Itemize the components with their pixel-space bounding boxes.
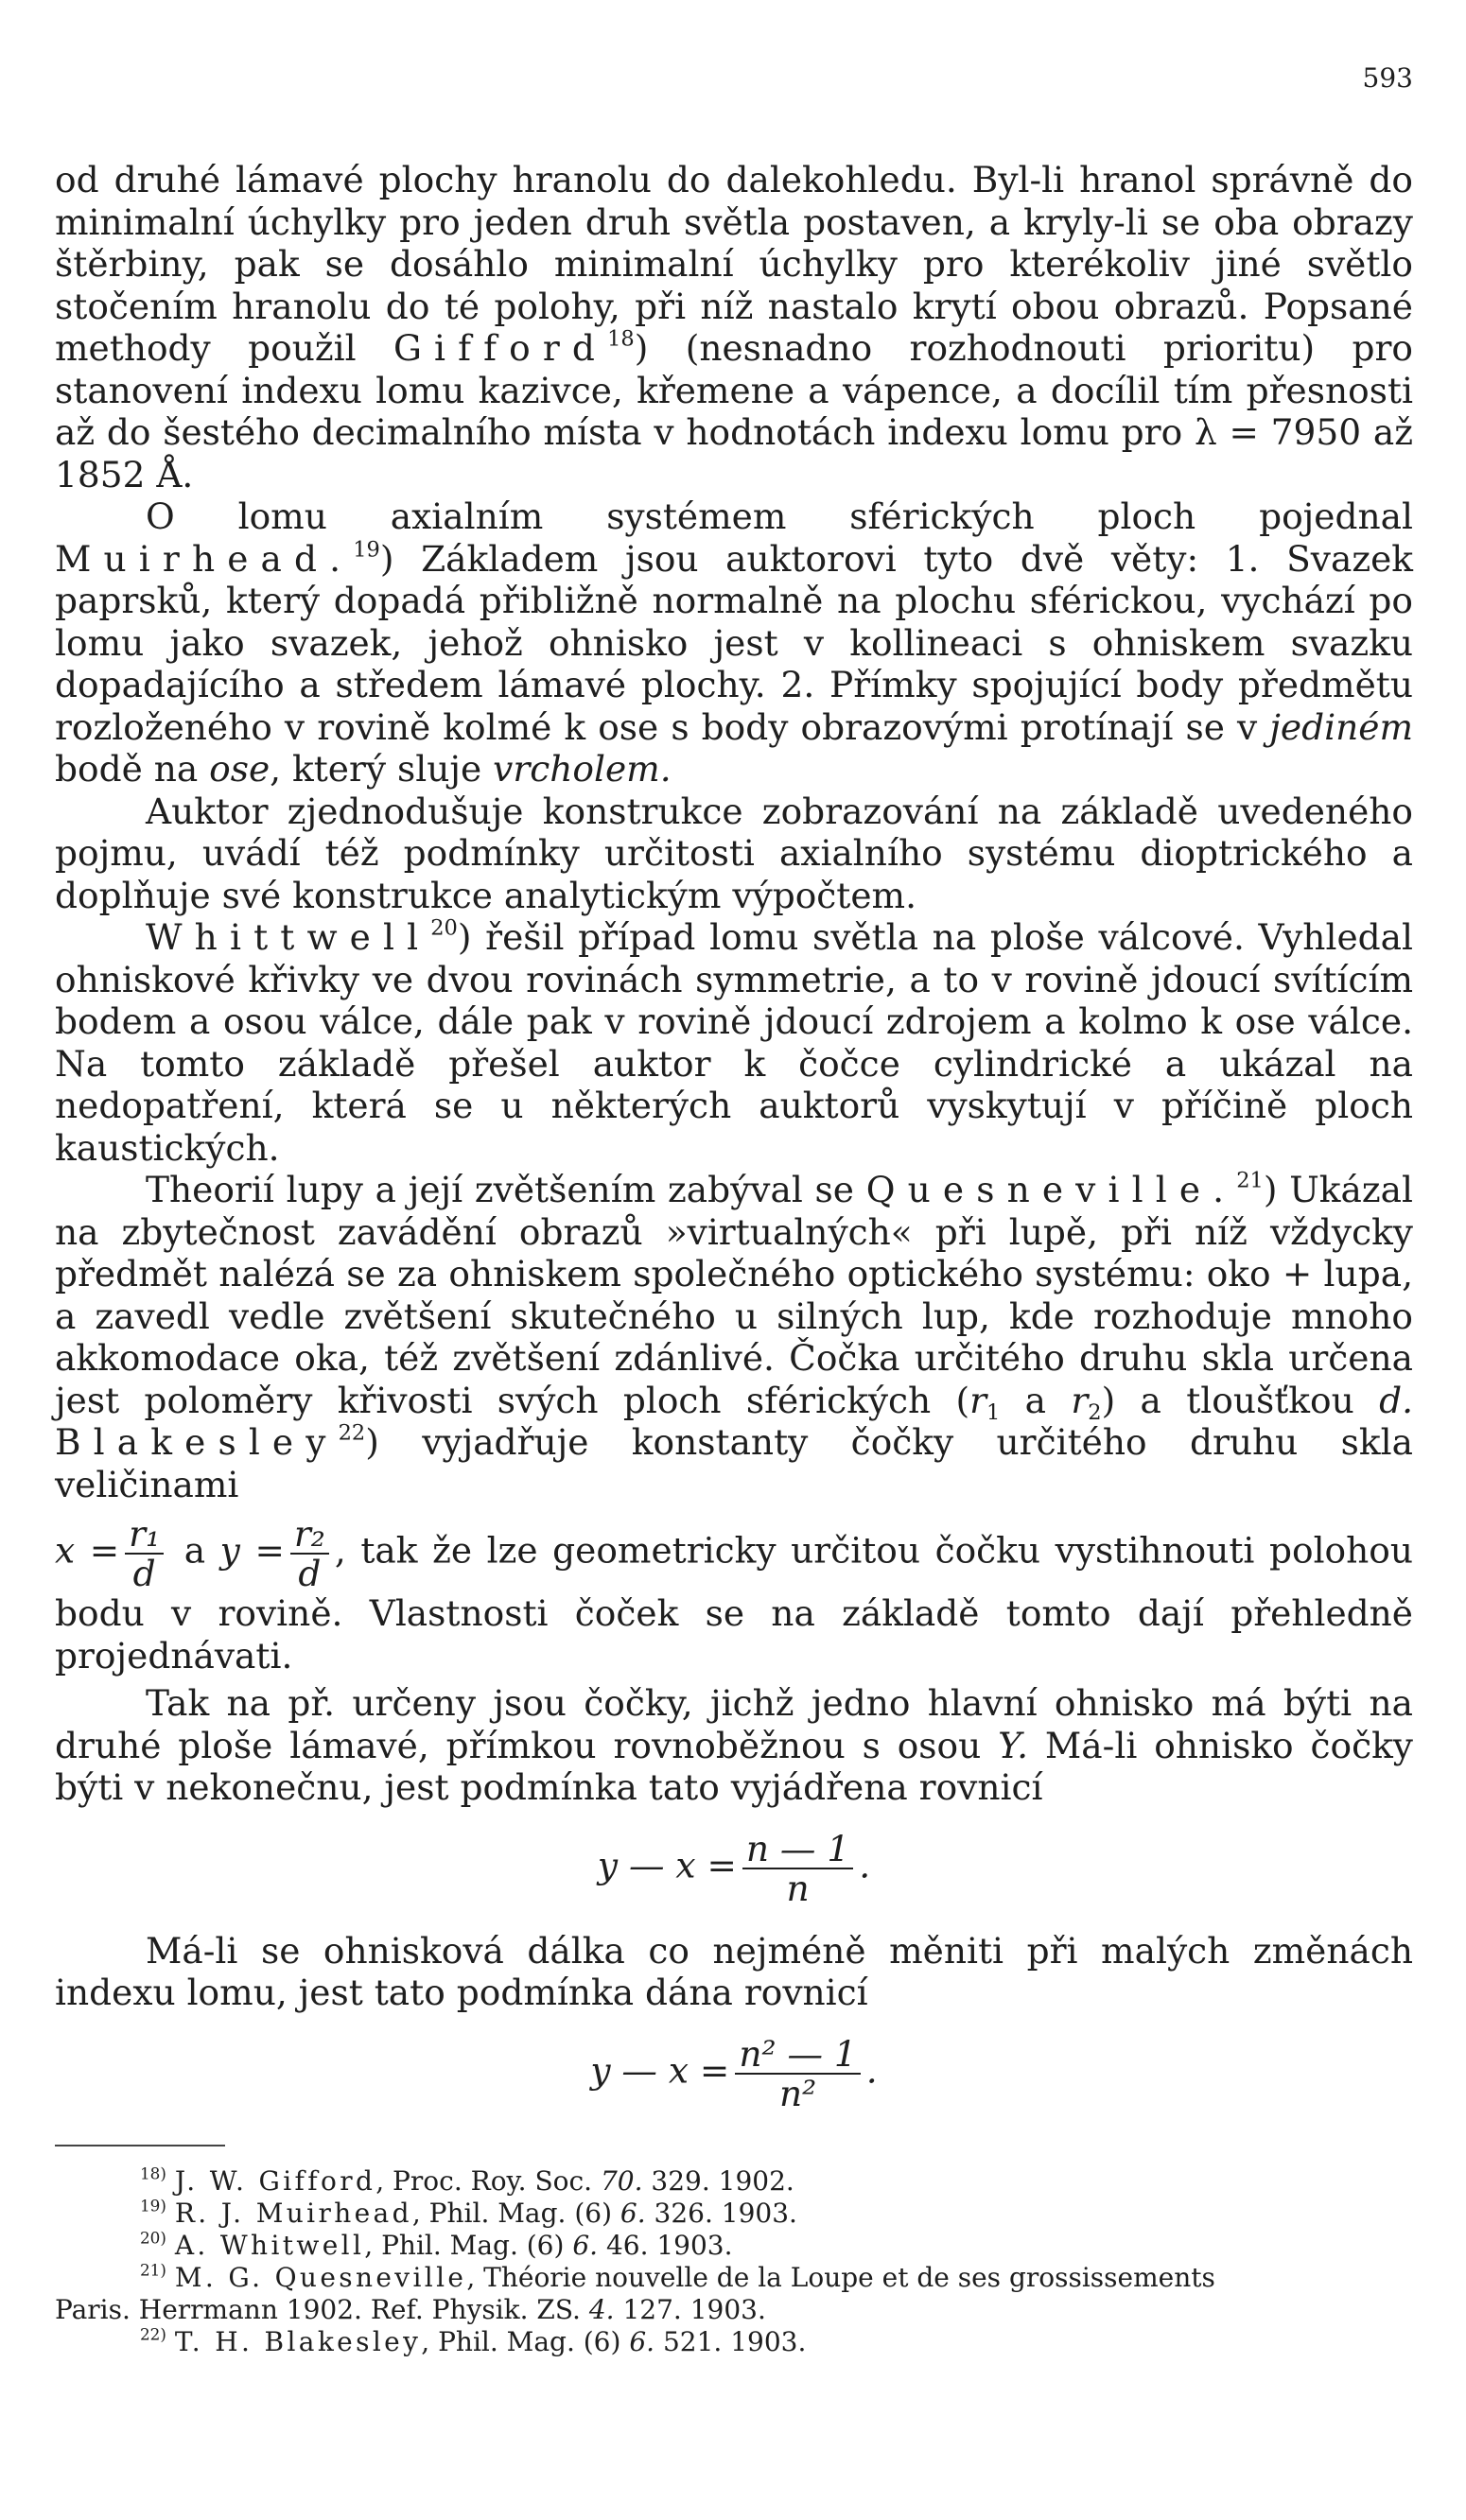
italic-term: vrcholem. xyxy=(493,748,672,790)
fraction-numerator: r₂ xyxy=(290,1515,329,1555)
fraction-denominator: d xyxy=(132,1553,156,1594)
paragraph-7: Má-li se ohnisková dálka co nejméně měniti při malých změnách indexu lomu, jest tato podmínka dána rovnicí xyxy=(55,1929,1413,2013)
footnote-18 xyxy=(55,2165,1413,2198)
paragraph-5 xyxy=(55,1169,1413,1505)
text-run: Má-li ohnisko čočky býti v nekonečnu, jest podmínka tato vyjádřena rovnicí xyxy=(55,1724,1413,1808)
text-run: ) a tloušťkou xyxy=(1101,1379,1354,1421)
footnote-volume: 6. xyxy=(629,2326,655,2357)
paragraph-1 xyxy=(55,159,1413,495)
footnote-ref: 18 xyxy=(607,326,635,352)
variable: Y. xyxy=(998,1724,1029,1766)
footnote-text: 326. 1903. xyxy=(654,2198,797,2229)
footnote-marker: 21) xyxy=(140,2260,166,2280)
fraction-numerator: n² — 1 xyxy=(735,2035,860,2075)
footnote-text: , Phil. Mag. (6) xyxy=(421,2326,621,2357)
footnote-ref: 22 xyxy=(338,1420,366,1446)
equation-end: . xyxy=(859,1844,871,1886)
equation-end: . xyxy=(865,2049,878,2091)
equation-2 xyxy=(55,2032,1413,2114)
text-run: , tak že lze geometricky určitou čočku vystihnouti polohou bodu v rovině. Vlastnosti čoček se na základě tomto dají přehledně projednávati. xyxy=(55,1529,1414,1677)
footnote-volume: 6. xyxy=(572,2230,599,2261)
text-run: ) Ukázal na zbytečnost zavádění obrazů »virtualných« při lupě, při níž vždycky předmět nalézá se za ohniskem společného optického systému: oko + lupa, a zavedl vedle zvětšení skutečného u silných lup, kde rozhoduje mnoho akkomodace oka, též zvětšení zdánlivé. Čočka určitého druhu skla určena jest poloměry křivosti svých ploch sférických ( xyxy=(55,1169,1413,1421)
footnote-author: J. W. Gifford xyxy=(174,2165,376,2197)
paragraph-5-formula-line xyxy=(55,1515,1413,1677)
text-run: ) Základem jsou auktorovi tyto dvě věty: 1. Svazek paprsků, který dopadá přibližně normalně na plochu sférickou, vychází po lomu jako svazek, jehož ohnisko jest v kollineaci s ohniskem svazku dopadajícího a středem lámavé plochy. 2. Přímky spojující body předmětu rozloženého v rovině kolmé k ose s body obrazovými protínají se v xyxy=(55,537,1413,748)
footnote-author: T. H. Blakesley xyxy=(174,2326,422,2357)
text-run: ) vyjadřuje konstanty čočky určitého druhu skla veličinami xyxy=(55,1421,1413,1505)
footnote-text: 127. 1903. xyxy=(622,2294,766,2325)
footnote-text: , Proc. Roy. Soc. xyxy=(375,2165,593,2197)
paragraph-4 xyxy=(55,916,1413,1169)
footnote-marker: 22) xyxy=(140,2324,166,2344)
author-name: Gifford xyxy=(393,327,608,369)
fraction-denominator: n xyxy=(786,1867,810,1909)
fraction-y xyxy=(290,1515,329,1592)
text-run: Theorií lupy a její zvětšením zabýval se xyxy=(146,1169,854,1210)
footnote-text: Paris. Herrmann 1902. Ref. Physik. ZS. xyxy=(55,2294,581,2325)
equation-lhs: y — x = xyxy=(597,1844,737,1886)
footnote-text: 521. 1903. xyxy=(662,2326,807,2357)
footnote-text: , Phil. Mag. (6) xyxy=(411,2198,612,2229)
fraction-numerator: n — 1 xyxy=(742,1830,853,1869)
footnote-rule xyxy=(55,2145,225,2146)
footnote-marker: 19) xyxy=(140,2196,166,2216)
paragraph-2 xyxy=(55,495,1413,791)
subscript: 1 xyxy=(986,1399,1001,1425)
footnote-22 xyxy=(55,2326,1413,2358)
footnote-author: R. J. Muirhead xyxy=(174,2198,412,2229)
page-number: 593 xyxy=(1362,62,1413,94)
body-text xyxy=(55,159,1413,2135)
text-run: od druhé lámavé plochy hranolu do dalekohledu. Byl-li hranol správně do minimalní úchylky pro jeden druh světla postaven, a kryly-li se oba obrazy štěrbiny, pak se dosáhlo minimalní úchylky pro kterékoliv jiné světlo stočením hranolu do té polohy, při níž nastalo krytí obou obrazů. Popsané methody použil xyxy=(55,159,1413,369)
footnote-volume: 6. xyxy=(620,2198,646,2229)
variable: d. xyxy=(1379,1379,1414,1421)
footnote-ref: 20 xyxy=(430,915,458,941)
footnotes xyxy=(55,2165,1413,2358)
author-name: Whittwell xyxy=(146,916,431,958)
footnote-ref: 19 xyxy=(353,536,380,562)
footnote-author: M. G. Quesneville xyxy=(174,2262,467,2293)
author-name: Blakesley xyxy=(55,1421,339,1463)
italic-term: ose xyxy=(209,748,271,790)
footnote-volume: 70. xyxy=(600,2165,643,2197)
paragraph-3: Auktor zjednodušuje konstrukce zobrazování na základě uvedeného pojmu, uvádí též podmínky určitosti axialního systému dioptrického a doplňuje své konstrukce analytickým výpočtem. xyxy=(55,790,1413,916)
variable: r xyxy=(1071,1379,1089,1421)
footnote-volume: 4. xyxy=(588,2294,615,2325)
fraction-denominator: n² xyxy=(778,2072,817,2114)
text-run: bodě na xyxy=(55,748,199,790)
fraction-x xyxy=(125,1515,164,1592)
footnote-21 xyxy=(55,2262,1413,2294)
subscript: 2 xyxy=(1088,1399,1102,1425)
footnote-20 xyxy=(55,2230,1413,2262)
variable: y = xyxy=(219,1529,285,1572)
text-run: a xyxy=(1000,1379,1072,1421)
footnote-ref: 21 xyxy=(1236,1168,1264,1193)
footnote-text: , Phil. Mag. (6) xyxy=(364,2230,565,2261)
text-run: , který sluje xyxy=(270,748,482,790)
footnote-19 xyxy=(55,2198,1413,2230)
italic-term: jediném xyxy=(1269,705,1414,748)
author-name: Quesneville. xyxy=(865,1169,1237,1210)
equation-fraction xyxy=(735,2032,860,2114)
text-run: ) řešil případ lomu světla na ploše válcové. Vyhledal ohniskové křivky ve dvou rovinách symmetrie, a to v rovině jdoucí svítícím bodem a osou válce, dále pak v rovině jdoucí zdrojem a kolmo k ose válce. Na tomto základě přešel auktor k čočce cylindrické a ukázal na nedopatření, která se u některých auktorů vyskytují v příčině ploch kaustických. xyxy=(55,916,1413,1169)
footnote-author: A. Whitwell xyxy=(174,2230,365,2261)
equation-lhs: y — x = xyxy=(590,2049,730,2091)
footnote-text: , Théorie nouvelle de la Loupe et de ses grossissements xyxy=(466,2262,1215,2293)
footnote-marker: 18) xyxy=(140,2164,166,2183)
variable: r xyxy=(969,1379,987,1421)
equation-1 xyxy=(55,1827,1413,1909)
text-run: a xyxy=(183,1529,206,1572)
footnote-text: 46. 1903. xyxy=(605,2230,733,2261)
text-run: O lomu axialním systémem sférických ploch pojednal xyxy=(146,495,1413,537)
fraction-numerator: r₁ xyxy=(125,1515,164,1555)
fraction-denominator: d xyxy=(298,1553,322,1594)
footnote-text: 329. 1902. xyxy=(651,2165,794,2197)
equation-fraction xyxy=(742,1827,853,1909)
author-name: Muirhead. xyxy=(55,537,354,580)
footnote-marker: 20) xyxy=(140,2228,166,2248)
variable: x = xyxy=(55,1529,120,1572)
text-run: ) (nesnadno rozhodnouti prioritu) pro stanovení indexu lomu kazivce, křemene a vápence, a docílil tím přesnosti až do šestého decimalního místa v hodnotách indexu lomu pro λ = 7950 až 1852 Å. xyxy=(55,327,1413,495)
paragraph-6 xyxy=(55,1682,1413,1809)
text-run: Tak na př. určeny jsou čočky, jichž jedno hlavní ohnisko má býti na druhé ploše lámavé, přímkou rovnoběžnou s osou xyxy=(55,1682,1413,1766)
footnote-21-continued xyxy=(55,2294,1413,2326)
